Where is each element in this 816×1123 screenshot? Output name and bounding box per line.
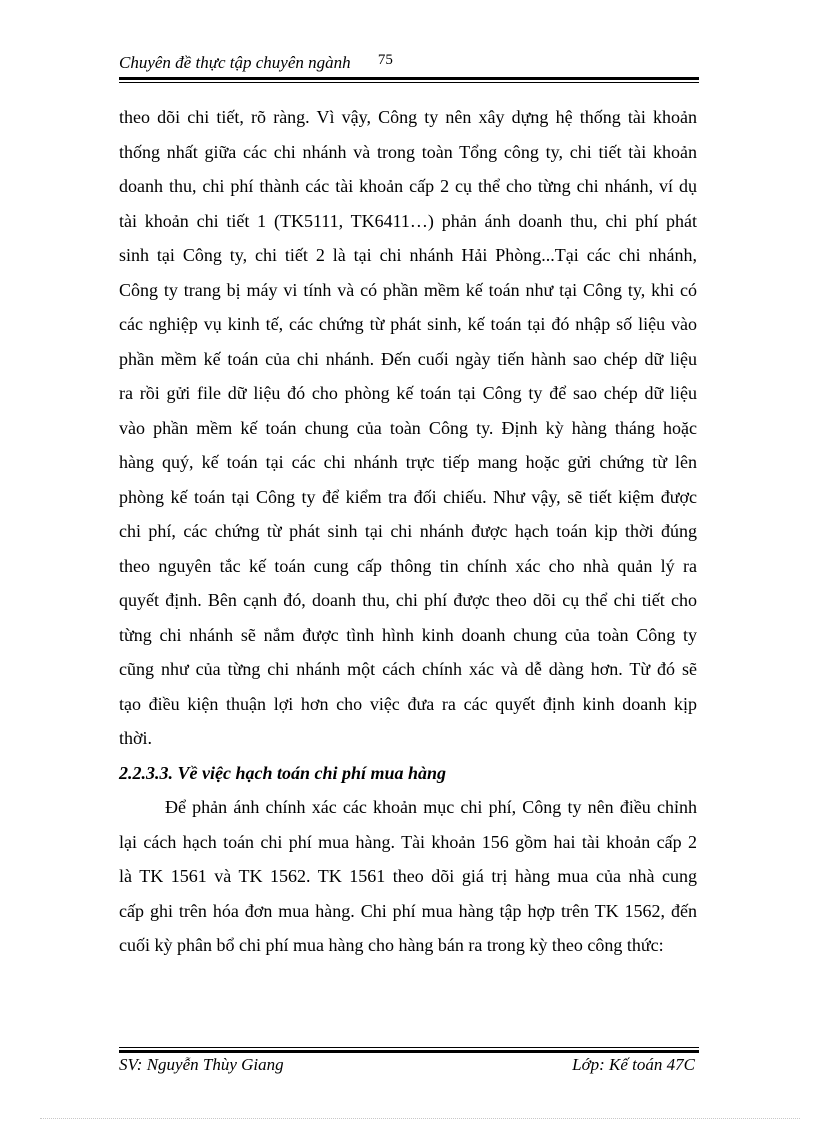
text-line: doanh thu, chi phí thành các tài khoản cấp 2 cụ thể cho từng chi nhánh, ví dụ [119, 176, 697, 196]
footer-rule-thin [119, 1047, 699, 1048]
header-rule-thick [119, 77, 699, 80]
text-line: tài khoản chi tiết 1 (TK5111, TK6411…) phản ánh doanh thu, chi phí phát [119, 210, 697, 231]
text-line: quyết định. Bên cạnh đó, doanh thu, chi phí được theo dõi cụ thể chi tiết cho [119, 590, 697, 610]
text-line: sinh tại Công ty, chi tiết 2 là tại chi nhánh Hải Phòng...Tại các chi nhánh, [119, 245, 697, 265]
text-line: tạo điều kiện thuận lợi hơn cho việc đưa ra các quyết định kinh doanh kịp [119, 693, 697, 714]
text-line: các nghiệp vụ kinh tế, các chứng từ phát sinh, kế toán tại đó nhập số liệu vào [119, 314, 697, 334]
page-number: 75 [377, 52, 393, 68]
paragraph-1 [119, 100, 697, 756]
footer-student: SV: Nguyễn Thùy Giang [119, 1055, 284, 1074]
text-line: thống nhất giữa các chi nhánh và trong toàn Tổng công ty, chi tiết tài khoản [119, 141, 697, 162]
text-line: cuối kỳ phân bổ chi phí mua hàng cho hàng bán ra trong kỳ theo công thức: [119, 935, 664, 955]
header-title: Chuyên đề thực tập chuyên ngành [119, 53, 351, 72]
text-line: cấp ghi trên hóa đơn mua hàng. Chi phí mua hàng tập hợp trên TK 1562, đến [119, 900, 697, 921]
text-line: hàng quý, kế toán tại các chi nhánh trực tiếp mang hoặc gửi chứng từ lên [119, 452, 697, 472]
text-line: lại cách hạch toán chi phí mua hàng. Tài khoản 156 gồm hai tài khoản cấp 2 [119, 831, 697, 852]
body-text [119, 100, 697, 963]
text-line: Công ty trang bị máy vi tính và có phần mềm kế toán như tại Công ty, khi có [119, 279, 697, 300]
text-line: phòng kế toán tại Công ty để kiểm tra đối chiếu. Như vậy, sẽ tiết kiệm được [119, 486, 697, 507]
text-line: theo nguyên tắc kế toán cung cấp thông tin chính xác cho nhà quản lý ra [119, 555, 697, 576]
text-line: cũng như của từng chi nhánh một cách chính xác và dễ dàng hơn. Từ đó sẽ [119, 659, 697, 679]
page-header [119, 50, 699, 78]
section-heading: 2.2.3.3. Về việc hạch toán chi phí mua hàng [119, 762, 447, 783]
text-line: ra rồi gửi file dữ liệu đó cho phòng kế toán tại Công ty để sao chép dữ liệu [119, 383, 697, 403]
text-line: phần mềm kế toán của chi nhánh. Đến cuối ngày tiến hành sao chép dữ liệu [119, 348, 697, 369]
text-line: là TK 1561 và TK 1562. TK 1561 theo dõi giá trị hàng mua của nhà cung [119, 866, 697, 886]
text-line: Để phản ánh chính xác các khoản mục chi phí, Công ty nên điều chỉnh [165, 797, 697, 817]
footer-class: Lớp: Kế toán 47C [572, 1055, 695, 1074]
page-footer [119, 1052, 695, 1078]
text-line: vào phần mềm kế toán chung của toàn Công ty. Định kỳ hàng tháng hoặc [119, 417, 697, 438]
text-line: thời. [119, 728, 153, 748]
text-line: theo dõi chi tiết, rõ ràng. Vì vậy, Công ty nên xây dựng hệ thống tài khoản [119, 107, 697, 127]
paragraph-2 [119, 790, 697, 963]
page-edge-dotted-line [40, 1118, 800, 1119]
header-rule-thin [119, 82, 699, 83]
text-line: chi phí, các chứng từ phát sinh tại chi nhánh được hạch toán kịp thời đúng [119, 521, 697, 541]
text-line: từng chi nhánh sẽ nắm được tình hình kinh doanh chung của toàn Công ty [119, 624, 697, 645]
